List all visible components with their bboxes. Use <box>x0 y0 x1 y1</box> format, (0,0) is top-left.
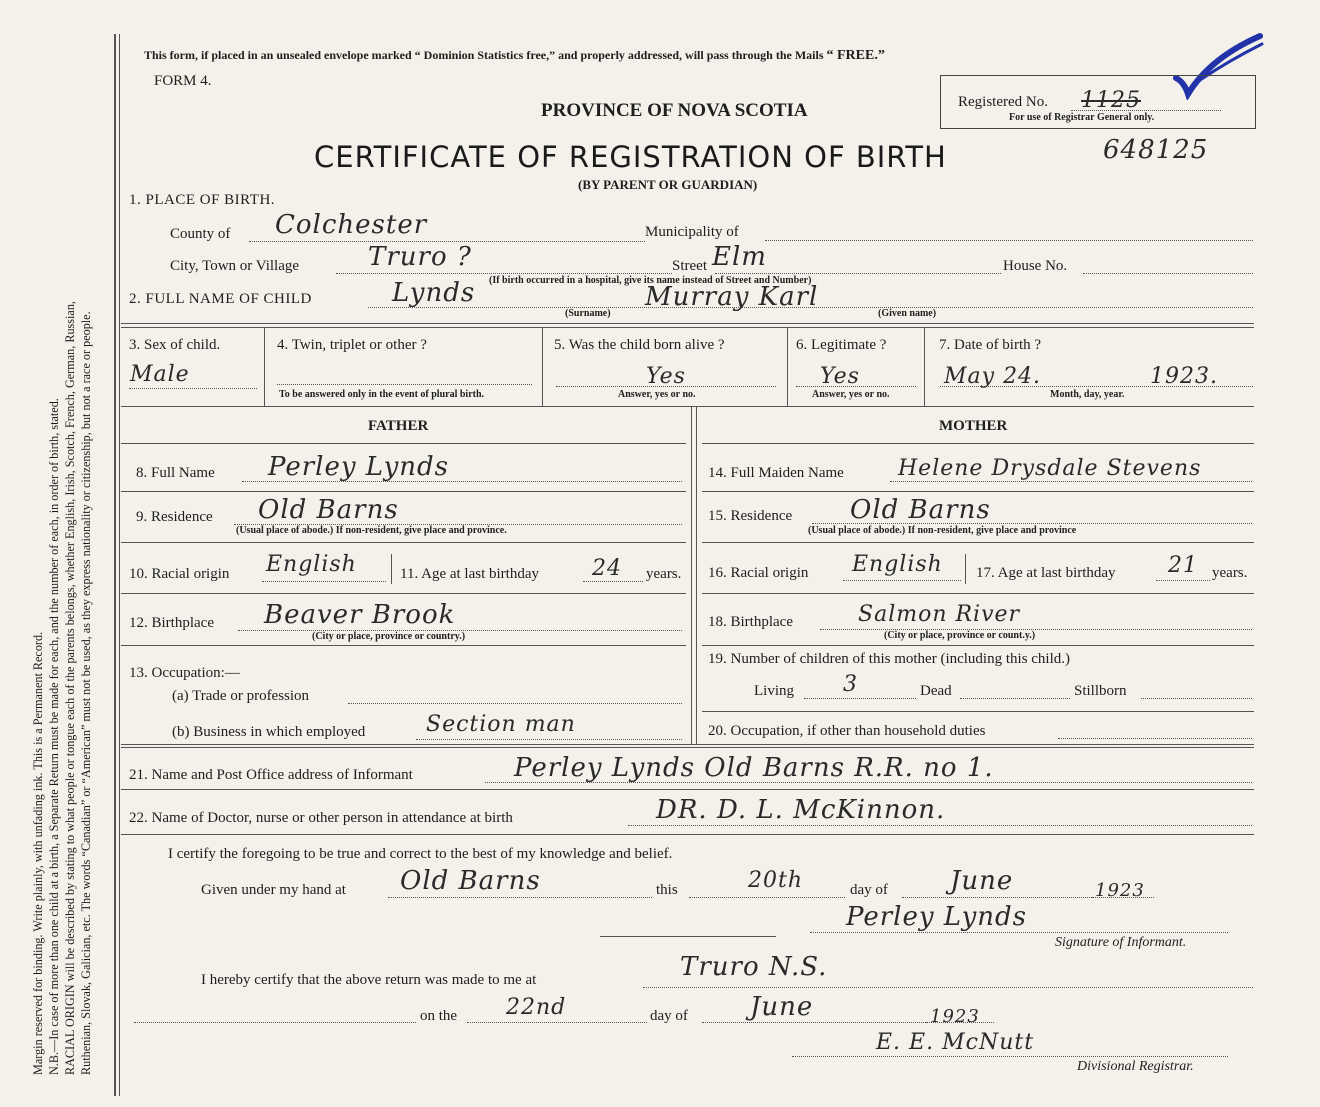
twin-note: To be answered only in the event of plural birth. <box>279 389 485 400</box>
business-label: (b) Business in which employed <box>172 724 366 740</box>
date-of-birth-year: 1923. <box>1150 364 1218 389</box>
father-birthplace-label: 12. Birthplace <box>129 615 214 631</box>
informant-signature-label: Signature of Informant. <box>1055 935 1187 950</box>
registrar-label: Divisional Registrar. <box>1077 1059 1194 1074</box>
mother-race-value: English <box>852 552 943 577</box>
legitimate-label: 6. Legitimate ? <box>796 337 887 353</box>
hospital-note: (If birth occurred in a hospital, give its name instead of Street and Number) <box>489 275 812 286</box>
certify-statement: I certify the foregoing to be true and correct to the best of my knowledge and belief. <box>168 846 673 862</box>
mother-birthplace-note: (City or place, province or count.y.) <box>884 630 1036 641</box>
father-name-value: Perley Lynds <box>268 452 450 482</box>
father-heading: FATHER <box>368 418 429 434</box>
mother-residence-note: (Usual place of abode.) If non-resident, give place and province <box>808 525 1077 536</box>
informant-value: Perley Lynds Old Barns R.R. no 1. <box>514 753 994 783</box>
margin-line: N.B.—In case of more than one child at a birth, a Separate Return must be made for each, and the number of each, in order of birth, stated. <box>47 398 61 1075</box>
mother-race-label: 16. Racial origin <box>708 565 809 581</box>
page-title: CERTIFICATE OF REGISTRATION OF BIRTH <box>314 140 947 174</box>
margin-rule <box>119 34 120 1096</box>
municipality-label: Municipality of <box>645 224 739 240</box>
father-birthplace-value: Beaver Brook <box>264 600 456 630</box>
surname-caption: (Surname) <box>565 308 611 319</box>
county-label: County of <box>170 226 231 242</box>
informant-signature: Perley Lynds <box>846 902 1028 932</box>
this-label: this <box>656 882 678 898</box>
father-age-unit: years. <box>646 566 682 582</box>
legitimate-note: Answer, yes or no. <box>812 389 890 400</box>
mother-name-label: 14. Full Maiden Name <box>708 465 844 481</box>
father-race-value: English <box>266 552 357 577</box>
return-year: 1923 <box>930 1006 980 1027</box>
stillborn-label: Stillborn <box>1074 683 1127 699</box>
page-subtitle: (BY PARENT OR GUARDIAN) <box>578 177 758 192</box>
mother-age-unit: years. <box>1212 565 1248 581</box>
mother-residence-value: Old Barns <box>850 495 991 525</box>
father-name-label: 8. Full Name <box>136 465 215 481</box>
date-of-birth-value: May 24. <box>944 364 1042 389</box>
father-occupation-label: 13. Occupation:— <box>129 665 240 681</box>
form-number: FORM 4. <box>154 73 212 89</box>
return-month: June <box>750 992 814 1022</box>
mother-occupation-label: 20. Occupation, if other than household duties <box>708 723 986 739</box>
born-alive-note: Answer, yes or no. <box>618 389 696 400</box>
registered-box <box>940 75 1256 129</box>
mother-age-label: 17. Age at last birthday <box>976 565 1116 581</box>
mother-age-value: 21 <box>1168 553 1198 578</box>
dead-label: Dead <box>920 683 952 699</box>
child-name-label: 2. FULL NAME OF CHILD <box>129 291 312 307</box>
twin-label: 4. Twin, triplet or other ? <box>277 337 427 353</box>
mother-birthplace-value: Salmon River <box>858 602 1021 627</box>
place-of-birth-label: 1. PLACE OF BIRTH. <box>129 192 276 208</box>
father-residence-note: (Usual place of abode.) If non-resident, give place and province. <box>236 525 507 536</box>
mail-note <box>144 48 885 64</box>
father-age-label: 11. Age at last birthday <box>400 566 539 582</box>
born-alive-label: 5. Was the child born alive ? <box>554 337 725 353</box>
child-given-name: Murray Karl <box>645 282 819 312</box>
doctor-value: DR. D. L. McKinnon. <box>656 795 946 825</box>
date-of-birth-label: 7. Date of birth ? <box>939 337 1042 353</box>
legitimate-value: Yes <box>820 364 860 389</box>
city-value: Truro ? <box>368 242 472 272</box>
on-the-label: on the <box>420 1008 458 1024</box>
margin-line: Margin reserved for binding. Write plainly, with unfading ink. This is a Permanent Record. <box>31 631 45 1075</box>
child-surname: Lynds <box>392 278 476 308</box>
doctor-label: 22. Name of Doctor, nurse or other person in attendance at birth <box>129 810 513 826</box>
return-day: 22nd <box>506 995 567 1020</box>
informant-label: 21. Name and Post Office address of Informant <box>129 767 413 783</box>
date-of-birth-note: Month, day, year. <box>1050 389 1125 400</box>
city-label: City, Town or Village <box>170 258 300 274</box>
mail-note-free: “ FREE.” <box>826 48 885 63</box>
mail-note-text: This form, if placed in an unsealed envelope marked “ Dominion Statistics free,” and properly addressed, will pass through the Mails <box>144 48 824 62</box>
given-month: June <box>950 866 1014 896</box>
father-age-value: 24 <box>592 556 622 581</box>
children-count-label: 19. Number of children of this mother (including this child.) <box>708 651 1071 667</box>
registrar-signature: E. E. McNutt <box>876 1030 1035 1055</box>
mother-birthplace-label: 18. Birthplace <box>708 614 793 630</box>
mother-residence-label: 15. Residence <box>708 508 793 524</box>
trade-label: (a) Trade or profession <box>172 688 310 704</box>
given-day: 20th <box>748 868 804 893</box>
margin-rule <box>114 34 116 1096</box>
father-race-label: 10. Racial origin <box>129 566 230 582</box>
street-label: Street <box>672 258 707 274</box>
father-residence-label: 9. Residence <box>136 509 213 525</box>
given-label: Given under my hand at <box>201 882 346 898</box>
living-value: 3 <box>843 672 858 697</box>
registered-value: 1125 <box>1081 88 1141 113</box>
sex-value: Male <box>130 362 190 387</box>
given-year: 1923 <box>1095 880 1145 901</box>
registered-label: Registered No. <box>958 94 1048 110</box>
father-residence-value: Old Barns <box>258 495 399 525</box>
house-number-label: House No. <box>1003 258 1068 274</box>
margin-instructions <box>30 25 94 1075</box>
sex-label: 3. Sex of child. <box>129 337 221 353</box>
registrar-use-note: For use of Registrar General only. <box>1009 112 1155 123</box>
county-value: Colchester <box>275 210 428 240</box>
given-name-caption: (Given name) <box>878 308 937 319</box>
return-place: Truro N.S. <box>680 952 828 982</box>
given-place: Old Barns <box>400 866 541 896</box>
mother-heading: MOTHER <box>939 418 1008 434</box>
province-heading: PROVINCE OF NOVA SCOTIA <box>541 100 808 121</box>
margin-line: Ruthenian, Slovak, Galician, etc. The words “Canadian” or “American” must not be used, as they express nationality or citizenship, but not a race or people. <box>79 311 93 1075</box>
day-of-label: day of <box>850 882 888 898</box>
stamp-number: 648125 <box>1103 135 1209 165</box>
return-day-of-label: day of <box>650 1008 688 1024</box>
margin-line: RACIAL ORIGIN will be described by stating to what people or tongue each of the parents belongs, whether English, Irish, Scotch, French, German, Russian, <box>63 301 77 1075</box>
living-label: Living <box>754 683 794 699</box>
born-alive-value: Yes <box>646 364 686 389</box>
business-value: Section man <box>426 712 576 737</box>
mother-name-value: Helene Drysdale Stevens <box>898 456 1202 481</box>
street-value: Elm <box>712 242 767 272</box>
return-label: I hereby certify that the above return was made to me at <box>201 972 537 988</box>
father-birthplace-note: (City or place, province or country.) <box>312 631 466 642</box>
